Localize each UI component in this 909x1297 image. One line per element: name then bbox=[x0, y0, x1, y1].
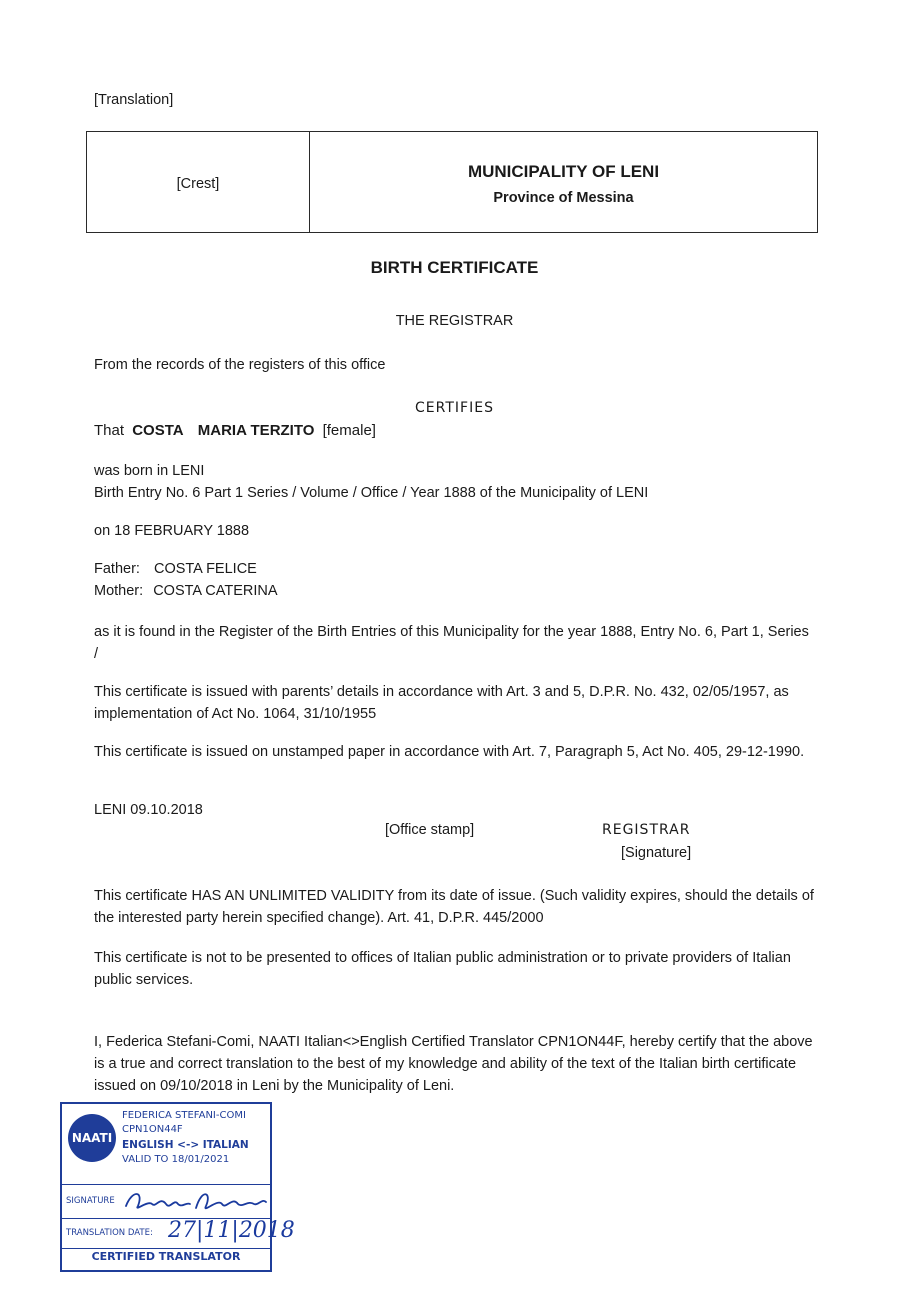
mother-name: COSTA CATERINA bbox=[153, 583, 278, 599]
stamp-date-row bbox=[62, 1218, 295, 1249]
certifies-heading: CERTIFIES bbox=[415, 400, 494, 416]
document-title: BIRTH CERTIFICATE bbox=[370, 258, 539, 277]
office-stamp-placeholder: [Office stamp] bbox=[385, 822, 475, 838]
registrar-title: REGISTRAR bbox=[602, 822, 691, 838]
unstamped-paragraph: This certificate is issued on unstamped paper in accordance with Art. 7, Paragraph 5, Act No. 405, 29-12-1990. bbox=[94, 744, 805, 760]
father-line bbox=[94, 561, 257, 577]
register-paragraph: as it is found in the Register of the Birth Entries of this Municipality for the year 1888, Entry No. 6, Part 1, Series / bbox=[94, 624, 809, 662]
signature-placeholder: [Signature] bbox=[621, 845, 692, 861]
translator-stamp bbox=[60, 1102, 295, 1272]
person-sex: [female] bbox=[322, 422, 376, 439]
translation-label: [Translation] bbox=[94, 92, 174, 108]
person-surname: COSTA bbox=[132, 422, 184, 439]
municipality-name: MUNICIPALITY OF LENI bbox=[467, 162, 660, 181]
registrar-heading: THE REGISTRAR bbox=[395, 313, 514, 329]
person-line bbox=[94, 422, 376, 439]
stamp-name: FEDERICA STEFANI-COMI bbox=[122, 1110, 246, 1121]
person-given-names: MARIA TERZITO bbox=[197, 422, 315, 439]
stamp-footer: CERTIFIED TRANSLATOR bbox=[91, 1250, 241, 1263]
stamp-signature-label: SIGNATURE bbox=[66, 1196, 115, 1206]
header-box bbox=[86, 131, 818, 233]
father-label: Father: bbox=[94, 561, 140, 577]
translator-paragraph: I, Federica Stefani-Comi, NAATI Italian<>English Certified Translator CPN1ON44F, hereby certify that the above is a true and correct translation to the best of my knowledge and ability of the text of the Italian birth certificate issued on 09/10/2018 in Leni by the Municipality of Leni. bbox=[94, 1034, 813, 1094]
mother-label: Mother: bbox=[94, 583, 144, 599]
stamp-header bbox=[62, 1104, 270, 1185]
records-line: From the records of the registers of this office bbox=[94, 357, 386, 373]
not-presented-paragraph: This certificate is not to be presented to offices of Italian public administration or to private providers of Italian public services. bbox=[94, 950, 791, 988]
person-prefix: That bbox=[94, 422, 125, 439]
birth-date-line: on 18 FEBRUARY 1888 bbox=[94, 523, 250, 539]
stamp-date-value: 27|11|2018 bbox=[168, 1218, 295, 1243]
header-divider bbox=[309, 132, 310, 232]
stamp-languages: ENGLISH <-> ITALIAN bbox=[122, 1139, 249, 1151]
stamp-date-label: TRANSLATION DATE: bbox=[66, 1228, 153, 1238]
mother-line bbox=[94, 583, 278, 599]
validity-paragraph: This certificate HAS AN UNLIMITED VALIDITY from its date of issue. (Such validity expires, should the details of the interested party herein specified change). Art. 41, D.P.R. 445/2000 bbox=[94, 888, 814, 926]
crest-placeholder: [Crest] bbox=[176, 176, 220, 192]
naati-logo-icon: NAATI bbox=[68, 1114, 116, 1162]
stamp-number: CPN1ON44F bbox=[122, 1124, 183, 1135]
province-name: Province of Messina bbox=[493, 190, 634, 206]
father-name: COSTA FELICE bbox=[153, 561, 257, 577]
birth-place-line: was born in LENI bbox=[94, 463, 205, 479]
stamp-signature-row bbox=[62, 1184, 270, 1219]
issue-place-date: LENI 09.10.2018 bbox=[94, 802, 203, 818]
birth-entry-line: Birth Entry No. 6 Part 1 Series / Volume / Office / Year 1888 of the Municipality of LENI bbox=[94, 485, 649, 501]
parents-details-paragraph: This certificate is issued with parents’ details in accordance with Art. 3 and 5, D.P.R. No. 432, 02/05/1957, as implementation of Act No. 1064, 31/10/1955 bbox=[94, 684, 789, 722]
handwritten-signature-icon bbox=[122, 1186, 270, 1216]
stamp-valid: VALID TO 18/01/2021 bbox=[122, 1154, 230, 1165]
